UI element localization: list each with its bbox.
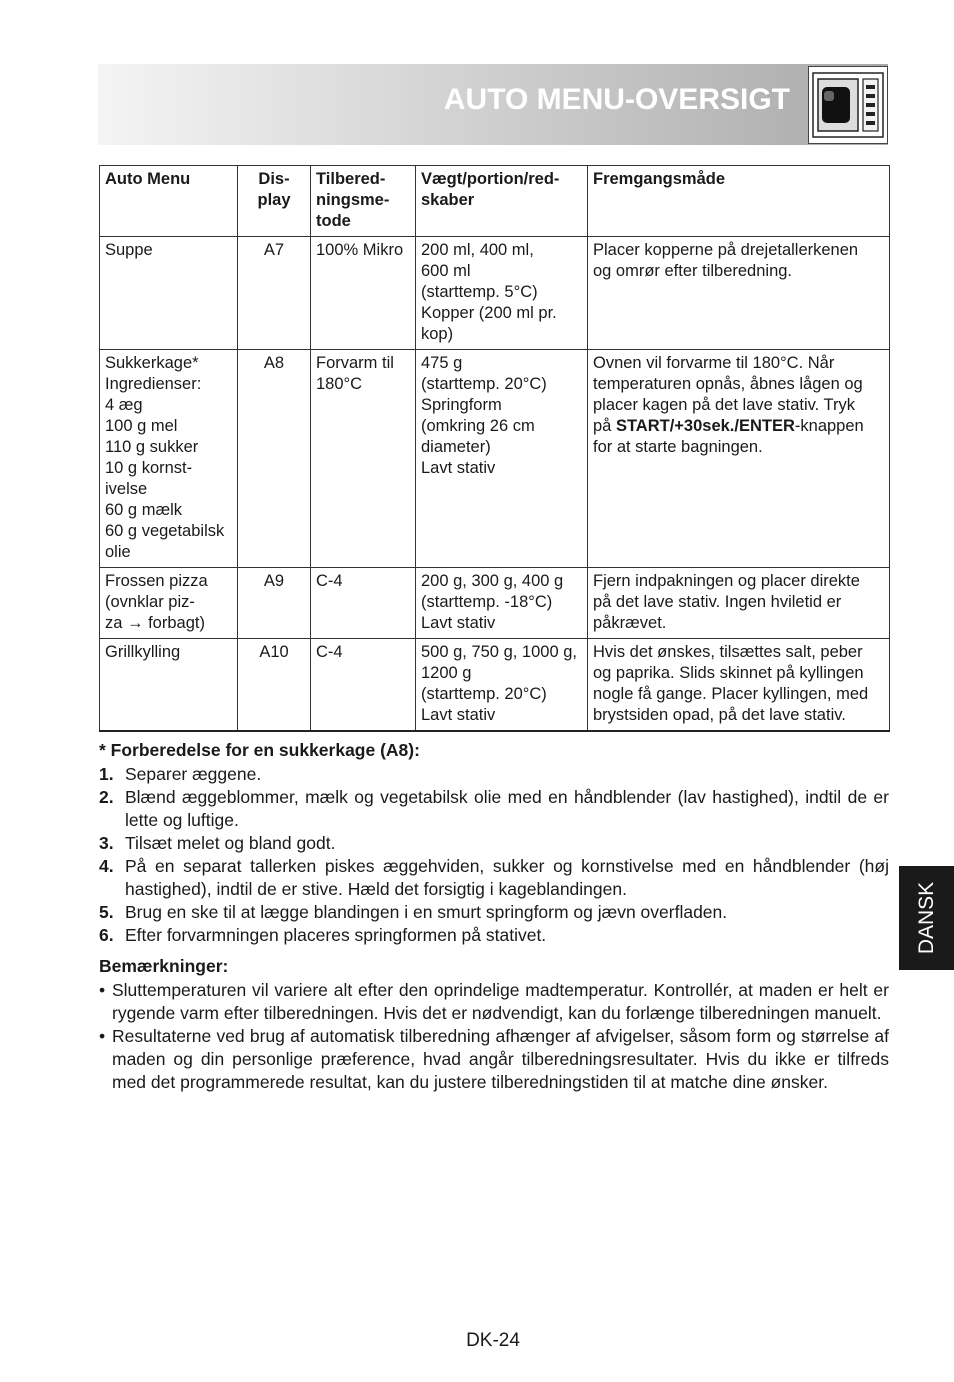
start-button-label: START/+30sek./ENTER bbox=[615, 417, 795, 435]
page-title: AUTO MENU-OVERSIGT bbox=[443, 83, 790, 116]
step-text: Tilsæt melet og bland godt. bbox=[125, 833, 336, 853]
cell-display: A10 bbox=[238, 639, 311, 732]
step-number: 5. bbox=[99, 902, 114, 922]
list-item bbox=[99, 901, 889, 924]
cell-menu: Suppe bbox=[100, 237, 238, 350]
header-procedure: Fremgangsmåde bbox=[588, 166, 890, 237]
cell-menu: Grillkylling bbox=[100, 639, 238, 732]
step-number: 2. bbox=[99, 787, 114, 807]
note-text: Resultaterne ved brug af automatisk tilberedning afhænger af afvigelser, såsom form og størrelse af maden og din personlige præference, hvad angår tilberedningsresultater. Hvis du ikke er tilfreds med det programmerede resultat, kan du justere tilberedningstiden til at matche dine ønsker. bbox=[112, 1026, 889, 1092]
cell-menu: Sukkerkage* Ingredienser: 4 æg 100 g mel 110 g sukker 10 g kornst- ivelse 60 g mælk 60 g vegetabilsk olie bbox=[100, 350, 238, 568]
step-text: Efter forvarmningen placeres springformen på stativet. bbox=[125, 925, 547, 945]
cell-display: A9 bbox=[238, 568, 311, 639]
notes-section bbox=[99, 955, 889, 1094]
cell-procedure bbox=[588, 350, 890, 568]
step-number: 3. bbox=[99, 833, 114, 853]
cell-method: 100% Mikro bbox=[311, 237, 416, 350]
header-auto-menu: Auto Menu bbox=[100, 166, 238, 237]
procedure-text: Ovnen vil forvarme til 180°C. Når temperaturen opnås, åbnes lågen og placer kagen på det lave stativ. Tryk på bbox=[593, 354, 863, 435]
cell-display: A8 bbox=[238, 350, 311, 568]
language-tab bbox=[899, 866, 954, 970]
cell-method: C-4 bbox=[311, 639, 416, 732]
language-label: DANSK bbox=[914, 881, 938, 955]
header-display: Dis- play bbox=[238, 166, 311, 237]
cell-weight: 200 ml, 400 ml, 600 ml (starttemp. 5°C) Kopper (200 ml pr. kop) bbox=[416, 237, 588, 350]
preparation-title: * Forberedelse for en sukkerkage (A8): bbox=[99, 740, 420, 760]
step-text: Brug en ske til at lægge blandingen i en smurt springform og jævn overfladen. bbox=[125, 902, 728, 922]
list-item bbox=[99, 832, 889, 855]
table-header-row bbox=[100, 166, 890, 237]
step-text: Blænd æggeblommer, mælk og vegetabilsk olie med en håndblender (lav hastighed), indtil de er lette og luftige. bbox=[125, 787, 889, 830]
list-item bbox=[99, 855, 889, 901]
cell-procedure: Placer kopperne på drejetallerkenen og omrør efter tilberedning. bbox=[588, 237, 890, 350]
cell-display: A7 bbox=[238, 237, 311, 350]
cell-weight: 200 g, 300 g, 400 g (starttemp. -18°C) Lavt stativ bbox=[416, 568, 588, 639]
table-row bbox=[100, 639, 890, 732]
cell-menu: Frossen pizza (ovnklar piz- za → forbagt) bbox=[100, 568, 238, 639]
list-item bbox=[99, 924, 889, 947]
procedure-text: -knappen for at starte bagningen. bbox=[593, 417, 864, 456]
list-item bbox=[99, 979, 889, 1025]
list-item bbox=[99, 763, 889, 786]
microwave-oven-icon bbox=[808, 66, 888, 144]
table-row bbox=[100, 237, 890, 350]
step-number: 6. bbox=[99, 925, 114, 945]
step-text: På en separat tallerken piskes æggehviden, sukker og kornstivelse med en håndblender (høj hastighed), indtil de er stive. Hæld det forsigtig i kageblandingen. bbox=[125, 856, 889, 899]
note-text: Sluttemperaturen vil variere alt efter den oprindelige madtemperatur. Kontrollér, at maden er helt er rygende varm efter tilberedningen. Hvis det er nødvendigt, kan du forlænge tilberedningen manuelt. bbox=[112, 980, 889, 1023]
bullet: • bbox=[99, 980, 106, 1000]
cell-weight: 500 g, 750 g, 1000 g, 1200 g (starttemp. 20°C) Lavt stativ bbox=[416, 639, 588, 732]
step-text: Separer æggene. bbox=[125, 764, 262, 784]
table-row bbox=[100, 350, 890, 568]
header-method: Tilbered- ningsme- tode bbox=[311, 166, 416, 237]
cell-procedure: Fjern indpakningen og placer direkte på det lave stativ. Ingen hviletid er påkrævet. bbox=[588, 568, 890, 639]
table-row bbox=[100, 568, 890, 639]
cell-weight: 475 g (starttemp. 20°C) Springform (omkring 26 cm diameter) Lavt stativ bbox=[416, 350, 588, 568]
cell-method: Forvarm til 180°C bbox=[311, 350, 416, 568]
notes-title: Bemærkninger: bbox=[99, 956, 229, 976]
auto-menu-table bbox=[99, 165, 890, 732]
notes-list bbox=[99, 979, 889, 1094]
cell-procedure: Hvis det ønskes, tilsættes salt, peber og paprika. Slids skinnet på kyllingen nogle få gange. Placer kyllingen, med brystsiden opad, på det lave stativ. bbox=[588, 639, 890, 732]
bullet: • bbox=[99, 1026, 106, 1046]
cell-method: C-4 bbox=[311, 568, 416, 639]
header-weight: Vægt/portion/red- skaber bbox=[416, 166, 588, 237]
page-number: DK-24 bbox=[466, 1330, 520, 1351]
list-item bbox=[99, 1025, 889, 1094]
step-number: 1. bbox=[99, 764, 114, 784]
preparation-section bbox=[99, 739, 889, 947]
list-item bbox=[99, 786, 889, 832]
step-number: 4. bbox=[99, 856, 114, 876]
preparation-steps bbox=[99, 763, 889, 947]
